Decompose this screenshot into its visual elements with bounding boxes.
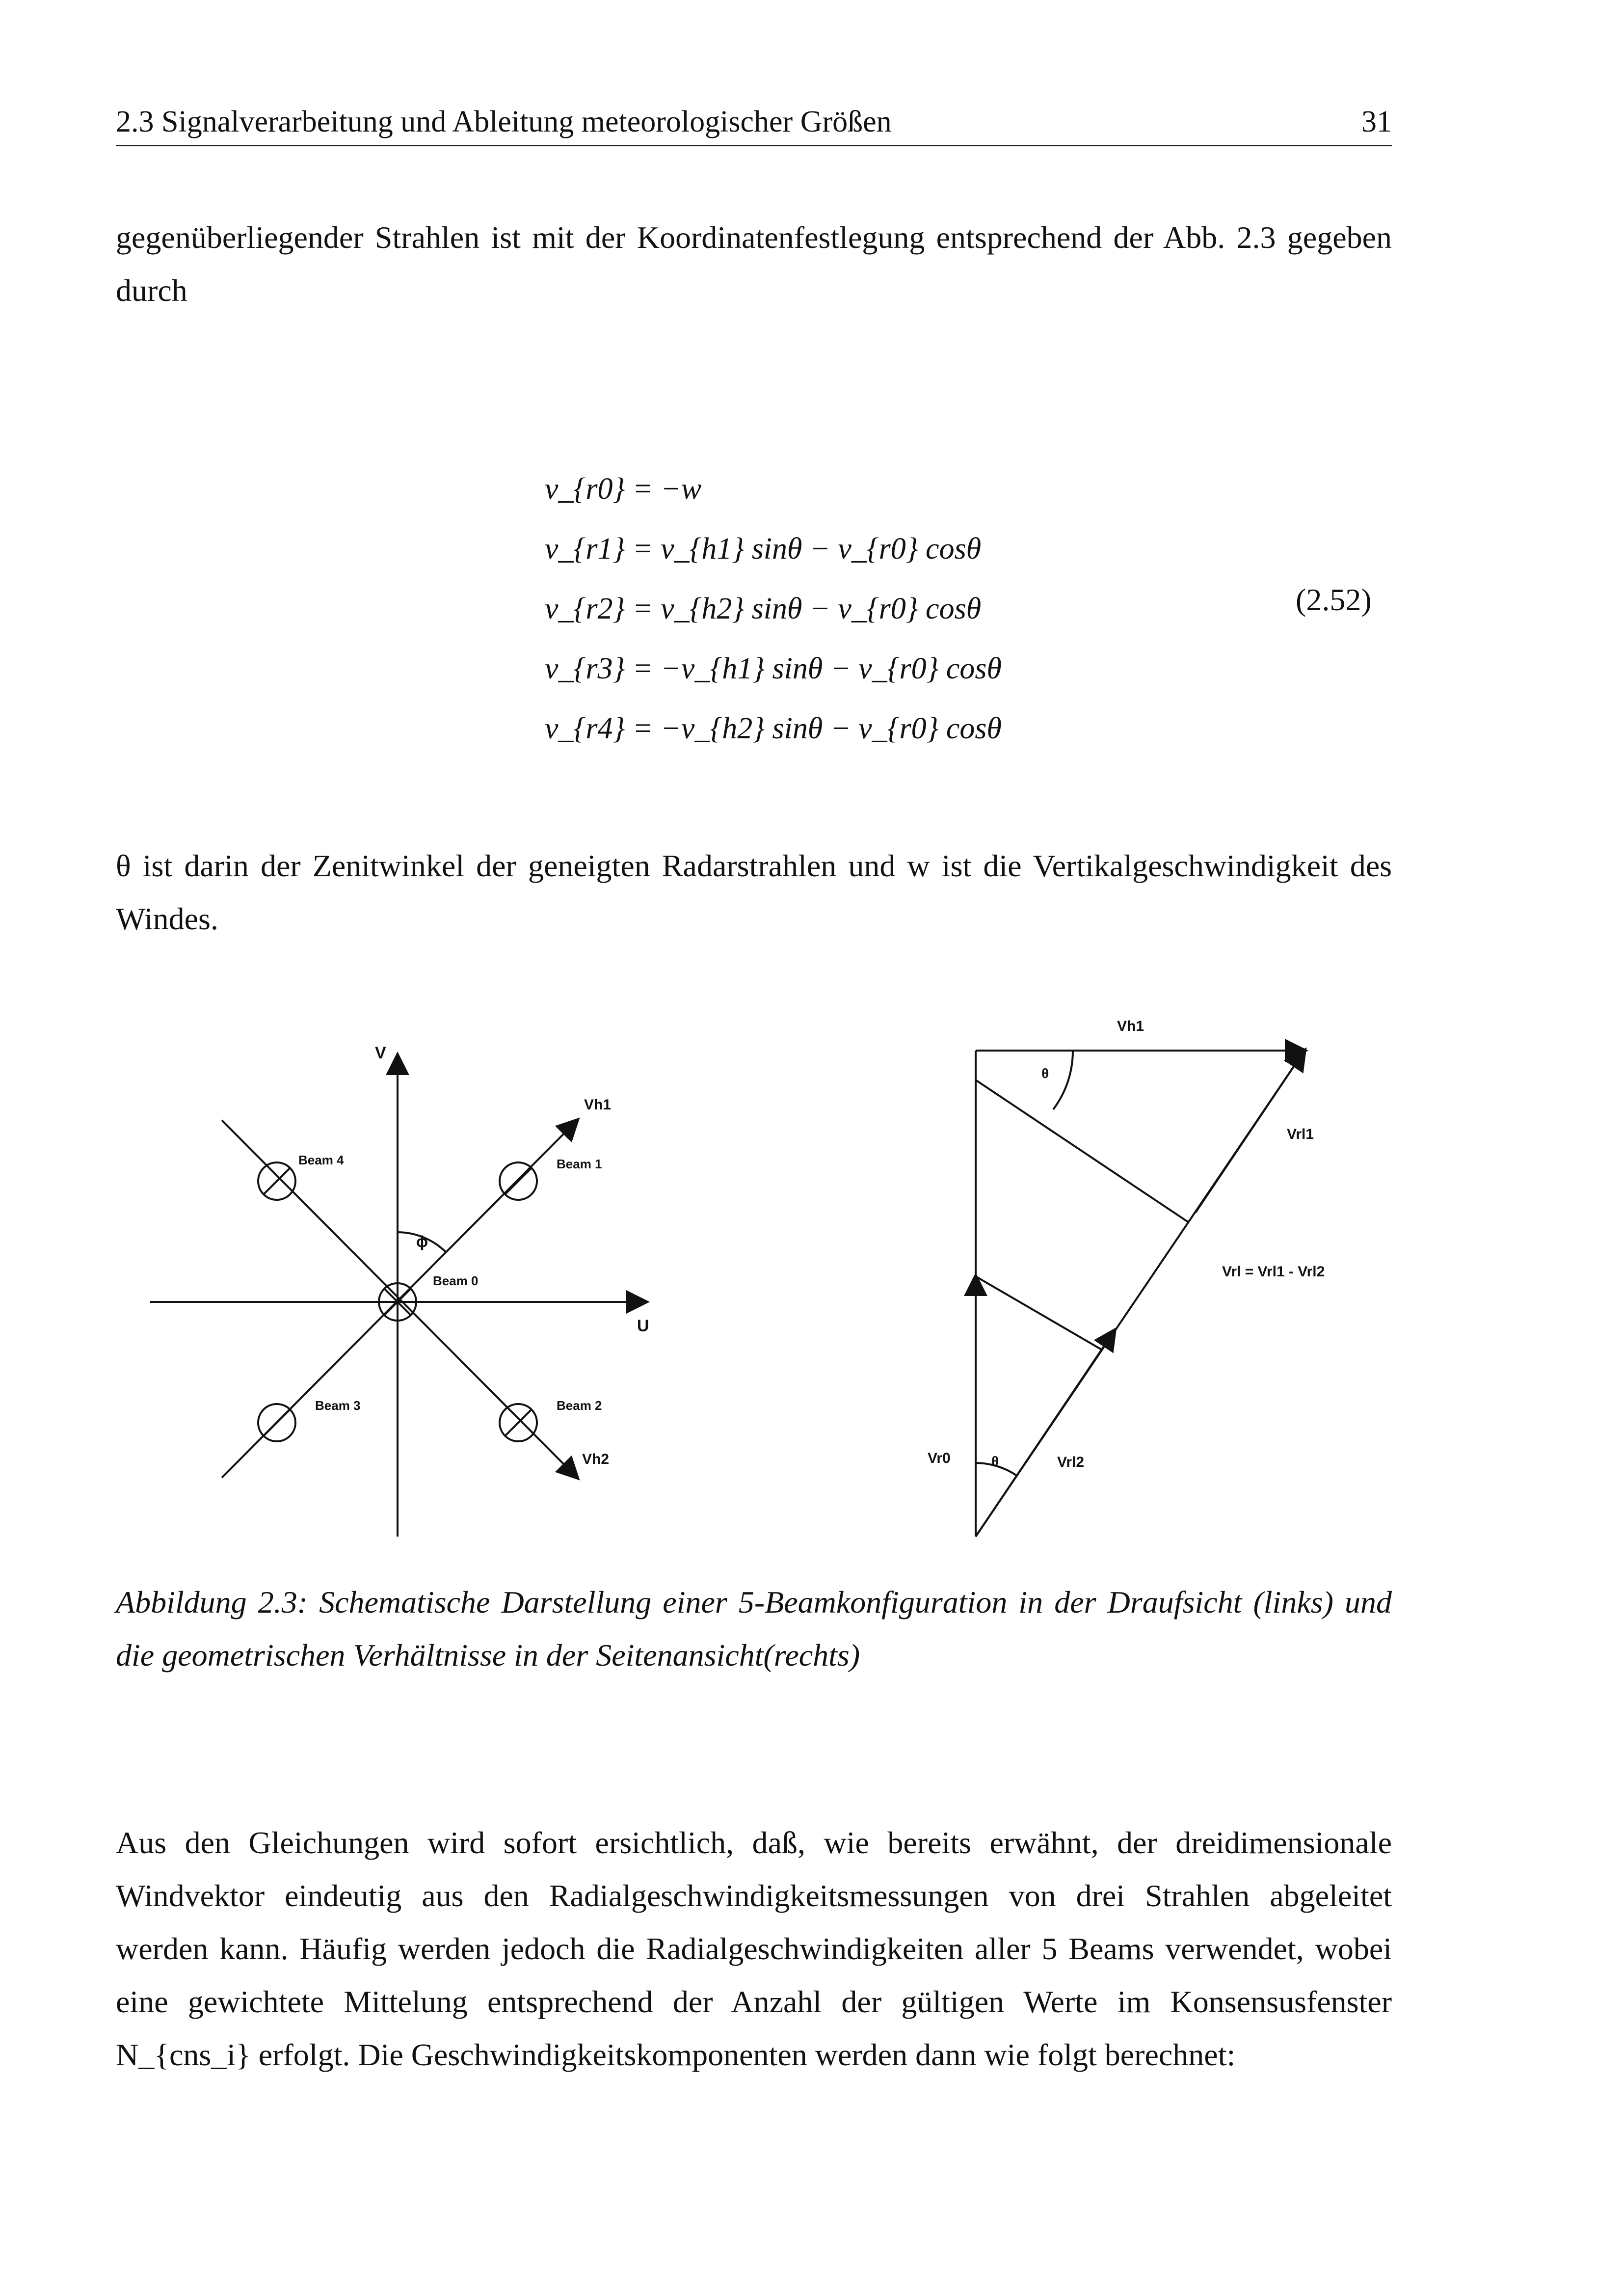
beam-4-label: Beam 4 xyxy=(298,1153,344,1167)
equation-row: v_{r1} = v_{h1} sinθ − v_{r0} cosθ xyxy=(545,532,982,566)
perpendicular-lower xyxy=(976,1276,1102,1350)
vh2-label-left: Vh2 xyxy=(582,1451,610,1467)
equation-row: v_{r4} = −v_{h2} sinθ − v_{r0} cosθ xyxy=(545,712,1002,745)
beam-configuration-diagram xyxy=(150,1055,646,1537)
beam-2-label: Beam 2 xyxy=(557,1398,602,1413)
paragraph-conclusion: Aus den Gleichungen wird sofort ersichtlich, daß, wie bereits erwähnt, der dreidimensionale Windvektor eindeutig aus den Radialgeschwindigkeitsmessungen von drei Strahlen abgeleitet werden kann. Häufig werden jedoch die Radialgeschwindigkeiten aller 5 Beams verwendet, wobei eine gewichtete Mittelung entsprechend der Anzahl der gültigen Werte im Konsensusfenster N_{cns_i} erfolgt. Die Geschwindigkeitskomponenten werden dann wie folgt berechnet: xyxy=(116,1825,1392,2072)
vrl1-label: Vrl1 xyxy=(1287,1126,1314,1142)
beam-config-labels xyxy=(298,1044,649,1467)
figure-drawing xyxy=(116,992,1392,1541)
u-axis-label: U xyxy=(637,1317,649,1335)
paragraph-intro: gegenüberliegender Strahlen ist mit der Koordinatenfestlegung entsprechend der Abb. 2.3 gegeben durch xyxy=(116,220,1392,308)
equation-row: v_{r3} = −v_{h1} sinθ − v_{r0} cosθ xyxy=(545,652,1002,685)
beam-1-label: Beam 1 xyxy=(557,1157,602,1171)
vrl2-label: Vrl2 xyxy=(1057,1454,1085,1470)
theta-arc-top xyxy=(1053,1051,1073,1109)
vh1-label-right: Vh1 xyxy=(1117,1018,1144,1034)
vr0-label: Vr0 xyxy=(928,1450,951,1466)
equation-row: v_{r2} = v_{h2} sinθ − v_{r0} cosθ xyxy=(545,592,982,625)
vh1-label-left: Vh1 xyxy=(584,1097,612,1113)
beam-3-label: Beam 3 xyxy=(315,1398,361,1413)
equation-number: (2.52) xyxy=(1296,582,1372,617)
vrl2-arrow xyxy=(976,1330,1115,1537)
page-number: 31 xyxy=(1361,105,1392,138)
figure-2-3 xyxy=(116,992,1392,1541)
running-header xyxy=(116,101,1392,146)
equation-block xyxy=(545,459,1036,758)
v-axis-label: V xyxy=(375,1044,386,1062)
figure-caption: Abbildung 2.3: Schematische Darstellung einer 5-Beamkonfiguration in der Draufsicht (links) und die geometrischen Verhältnisse in der Seitenansicht(rechts) xyxy=(116,1585,1392,1673)
header-title: 2.3 Signalverarbeitung und Ableitung meteorologischer Größen xyxy=(116,105,892,138)
side-view-diagram xyxy=(976,1051,1304,1537)
paragraph-theta: θ ist darin der Zenitwinkel der geneigten Radarstrahlen und w ist die Vertikalgeschwindigkeit des Windes. xyxy=(116,848,1392,936)
perpendicular-upper xyxy=(976,1080,1189,1222)
side-view-labels xyxy=(928,1018,1325,1470)
vrl-equation-label: Vrl = Vrl1 - Vrl2 xyxy=(1222,1264,1325,1280)
phi-label: ϕ xyxy=(416,1233,428,1250)
equation-row: v_{r0} = −w xyxy=(545,472,702,506)
theta-label-top: θ xyxy=(1041,1066,1049,1081)
beam-0-label: Beam 0 xyxy=(433,1273,479,1288)
theta-label-bottom: θ xyxy=(991,1454,999,1469)
